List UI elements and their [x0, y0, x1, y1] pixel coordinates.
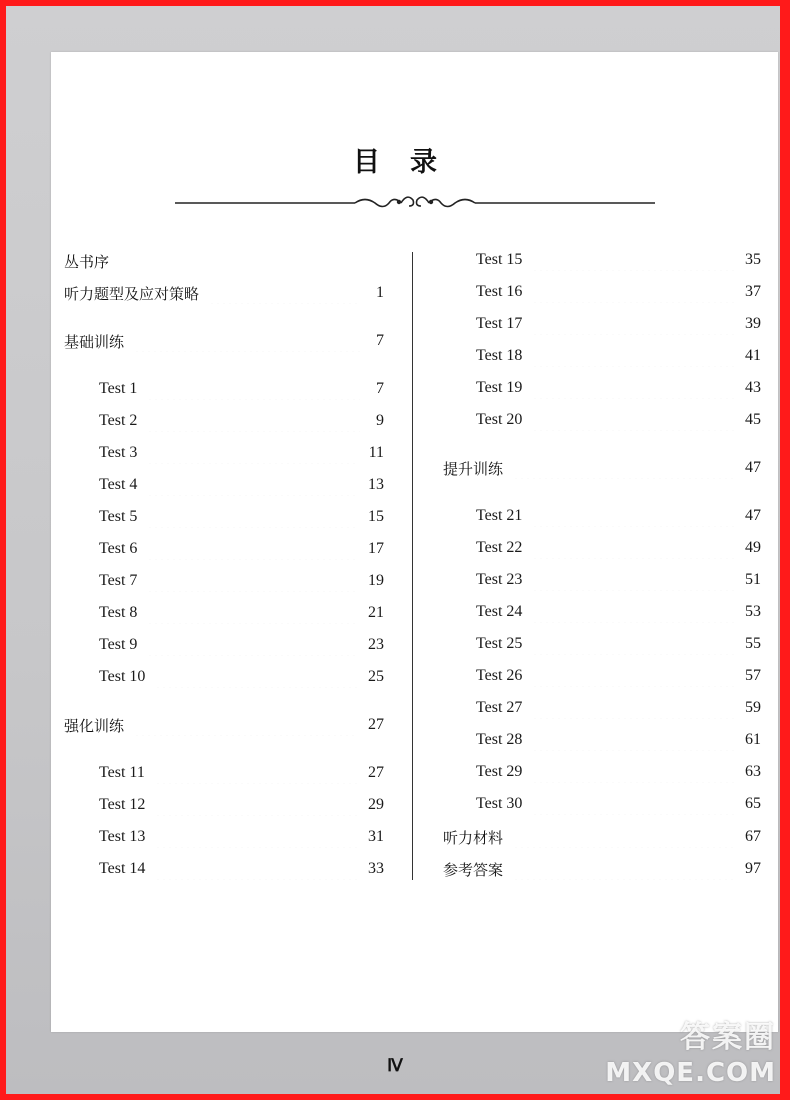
toc-entry[interactable] — [476, 537, 761, 559]
toc-entry-label: Test 22 — [476, 539, 523, 556]
toc-entry[interactable] — [476, 697, 761, 719]
toc-entry[interactable] — [476, 633, 761, 655]
toc-entry-label: Test 11 — [99, 764, 145, 781]
toc-entry[interactable] — [476, 729, 761, 751]
toc-entry-label: Test 8 — [99, 604, 138, 621]
toc-entry[interactable] — [476, 249, 761, 271]
toc-entry-label: Test 13 — [99, 828, 146, 845]
dot-leader — [532, 505, 735, 527]
toc-entry[interactable] — [476, 505, 761, 527]
toc-entry[interactable] — [476, 281, 761, 303]
dot-leader — [147, 538, 358, 560]
toc-entry-page: 21 — [368, 604, 384, 621]
toc-entry-label: Test 15 — [476, 251, 523, 268]
toc-entry-page: 27 — [368, 716, 384, 733]
dot-leader — [134, 330, 360, 352]
toc-entry-label: Test 14 — [99, 860, 146, 877]
toc-entry-page: 39 — [745, 315, 761, 332]
toc-entry-label: 听力题型及应对策略 — [64, 284, 200, 303]
dot-leader — [532, 313, 735, 335]
watermark-line1: 答案圈 — [680, 1020, 776, 1055]
watermark-logo — [605, 1012, 776, 1088]
dot-leader — [155, 666, 358, 688]
toc-entry-page: 35 — [745, 251, 761, 268]
toc-entry-page: 55 — [745, 635, 761, 652]
dot-leader — [532, 793, 735, 815]
toc-entry-page: 7 — [376, 380, 384, 397]
toc-entry[interactable] — [64, 714, 384, 736]
toc-entry-page: 37 — [745, 283, 761, 300]
dot-leader — [532, 633, 735, 655]
dot-leader — [532, 281, 735, 303]
dot-leader — [532, 409, 735, 431]
toc-entry-label: Test 1 — [99, 380, 138, 397]
toc-entry-page: 57 — [745, 667, 761, 684]
toc-entry-page: 63 — [745, 763, 761, 780]
title-ornament-icon — [175, 188, 655, 218]
toc-entry[interactable] — [64, 330, 384, 352]
toc-entry[interactable] — [64, 282, 384, 304]
dot-leader — [513, 858, 735, 880]
toc-entry[interactable] — [99, 826, 384, 848]
dot-leader — [147, 602, 358, 624]
toc-entry-page: 67 — [745, 828, 761, 845]
dot-leader — [532, 761, 735, 783]
toc-entry-label: Test 21 — [476, 507, 523, 524]
toc-entry-label: 参考答案 — [443, 860, 504, 879]
toc-entry[interactable] — [99, 794, 384, 816]
page-title: 目录 — [353, 147, 467, 178]
toc-entry[interactable] — [476, 665, 761, 687]
toc-entry-label: Test 4 — [99, 476, 138, 493]
toc-entry[interactable] — [99, 442, 384, 464]
column-divider — [412, 252, 413, 880]
toc-entry[interactable] — [99, 666, 384, 688]
toc-entry[interactable] — [476, 345, 761, 367]
toc-entry[interactable] — [99, 474, 384, 496]
dot-leader — [532, 665, 735, 687]
toc-entry-page: 27 — [368, 764, 384, 781]
dot-leader — [155, 826, 358, 848]
toc-entry[interactable] — [476, 601, 761, 623]
dot-leader — [147, 570, 358, 592]
toc-entry-label: 基础训练 — [64, 332, 125, 351]
dot-leader — [147, 634, 358, 656]
toc-entry-label: 丛书序 — [64, 252, 110, 271]
dot-leader — [147, 506, 358, 528]
dot-leader — [513, 826, 735, 848]
toc-entry[interactable] — [443, 457, 761, 479]
toc-entry-label: Test 16 — [476, 283, 523, 300]
toc-entry-label: Test 5 — [99, 508, 138, 525]
toc-entry-page: 41 — [745, 347, 761, 364]
toc-entry-label: 提升训练 — [443, 459, 504, 478]
toc-entry-page: 59 — [745, 699, 761, 716]
toc-entry-label: Test 9 — [99, 636, 138, 653]
toc-entry[interactable] — [99, 410, 384, 432]
toc-entry-label: Test 7 — [99, 572, 138, 589]
dot-leader — [155, 794, 358, 816]
toc-entry-page: 43 — [745, 379, 761, 396]
dot-leader — [532, 569, 735, 591]
toc-entry-label: Test 23 — [476, 571, 523, 588]
toc-entry[interactable] — [99, 538, 384, 560]
dot-leader — [155, 858, 358, 880]
dot-leader — [532, 537, 735, 559]
toc-entry[interactable] — [64, 250, 384, 272]
toc-entry-label: 听力材料 — [443, 828, 504, 847]
toc-entry-page: 49 — [745, 539, 761, 556]
toc-entry-label: Test 28 — [476, 731, 523, 748]
toc-entry-page: 13 — [368, 476, 384, 493]
toc-entry-label: Test 25 — [476, 635, 523, 652]
dot-leader — [532, 249, 735, 271]
dot-leader — [532, 729, 735, 751]
dot-leader — [147, 410, 360, 432]
dot-leader — [532, 697, 735, 719]
toc-entry[interactable] — [476, 313, 761, 335]
toc-entry-label: Test 27 — [476, 699, 523, 716]
toc-entry-label: Test 12 — [99, 796, 146, 813]
toc-entry[interactable] — [476, 569, 761, 591]
toc-entry[interactable] — [99, 506, 384, 528]
toc-entry-label: Test 3 — [99, 444, 138, 461]
dot-leader — [134, 714, 358, 736]
dot-leader — [155, 762, 358, 784]
toc-entry-page: 7 — [376, 332, 384, 349]
toc-entry-label: 强化训练 — [64, 716, 125, 735]
toc-entry-page: 47 — [745, 459, 761, 476]
toc-entry-label: Test 18 — [476, 347, 523, 364]
toc-entry-page: 23 — [368, 636, 384, 653]
toc-entry-label: Test 10 — [99, 668, 146, 685]
toc-entry-page: 29 — [368, 796, 384, 813]
toc-entry-page: 53 — [745, 603, 761, 620]
toc-entry-page: 17 — [368, 540, 384, 557]
watermark-line2: MXQE.COM — [605, 1058, 776, 1088]
toc-entry[interactable] — [99, 634, 384, 656]
toc-entry-page: 45 — [745, 411, 761, 428]
dot-leader — [147, 442, 358, 464]
toc-entry[interactable] — [99, 570, 384, 592]
toc-entry[interactable] — [476, 761, 761, 783]
toc-entry-label: Test 30 — [476, 795, 523, 812]
toc-entry-label: Test 24 — [476, 603, 523, 620]
toc-entry-page: 33 — [368, 860, 384, 877]
toc-entry-label: Test 19 — [476, 379, 523, 396]
toc-entry-label: Test 29 — [476, 763, 523, 780]
toc-entry-page: 47 — [745, 507, 761, 524]
toc-entry[interactable] — [99, 602, 384, 624]
toc-entry-page: 9 — [376, 412, 384, 429]
footer-page-number: Ⅳ — [387, 1056, 403, 1075]
toc-entry[interactable] — [99, 858, 384, 880]
toc-entry[interactable] — [476, 377, 761, 399]
toc-entry-label: Test 26 — [476, 667, 523, 684]
toc-entry-page: 11 — [368, 444, 384, 461]
toc-entry[interactable] — [443, 858, 761, 880]
toc-entry-label: Test 6 — [99, 540, 138, 557]
toc-entry[interactable] — [443, 826, 761, 848]
toc-entry-page: 31 — [368, 828, 384, 845]
toc-entry-label: Test 2 — [99, 412, 138, 429]
toc-entry-label: Test 17 — [476, 315, 523, 332]
toc-entry-page: 51 — [745, 571, 761, 588]
toc-entry-page: 61 — [745, 731, 761, 748]
dot-leader — [147, 378, 360, 400]
toc-entry[interactable] — [99, 762, 384, 784]
toc-entry-page: 1 — [376, 284, 384, 301]
dot-leader — [532, 377, 735, 399]
dot-leader — [532, 345, 735, 367]
dot-leader — [513, 457, 735, 479]
toc-entry-page: 65 — [745, 795, 761, 812]
dot-leader — [147, 474, 358, 496]
dot-leader — [532, 601, 735, 623]
toc-entry-page: 15 — [368, 508, 384, 525]
toc-entry[interactable] — [476, 409, 761, 431]
toc-entry-page: 19 — [368, 572, 384, 589]
toc-entry-page: 97 — [745, 860, 761, 877]
toc-entry[interactable] — [99, 378, 384, 400]
toc-entry-page: 25 — [368, 668, 384, 685]
toc-entry-label: Test 20 — [476, 411, 523, 428]
toc-entry[interactable] — [476, 793, 761, 815]
dot-leader — [209, 282, 360, 304]
